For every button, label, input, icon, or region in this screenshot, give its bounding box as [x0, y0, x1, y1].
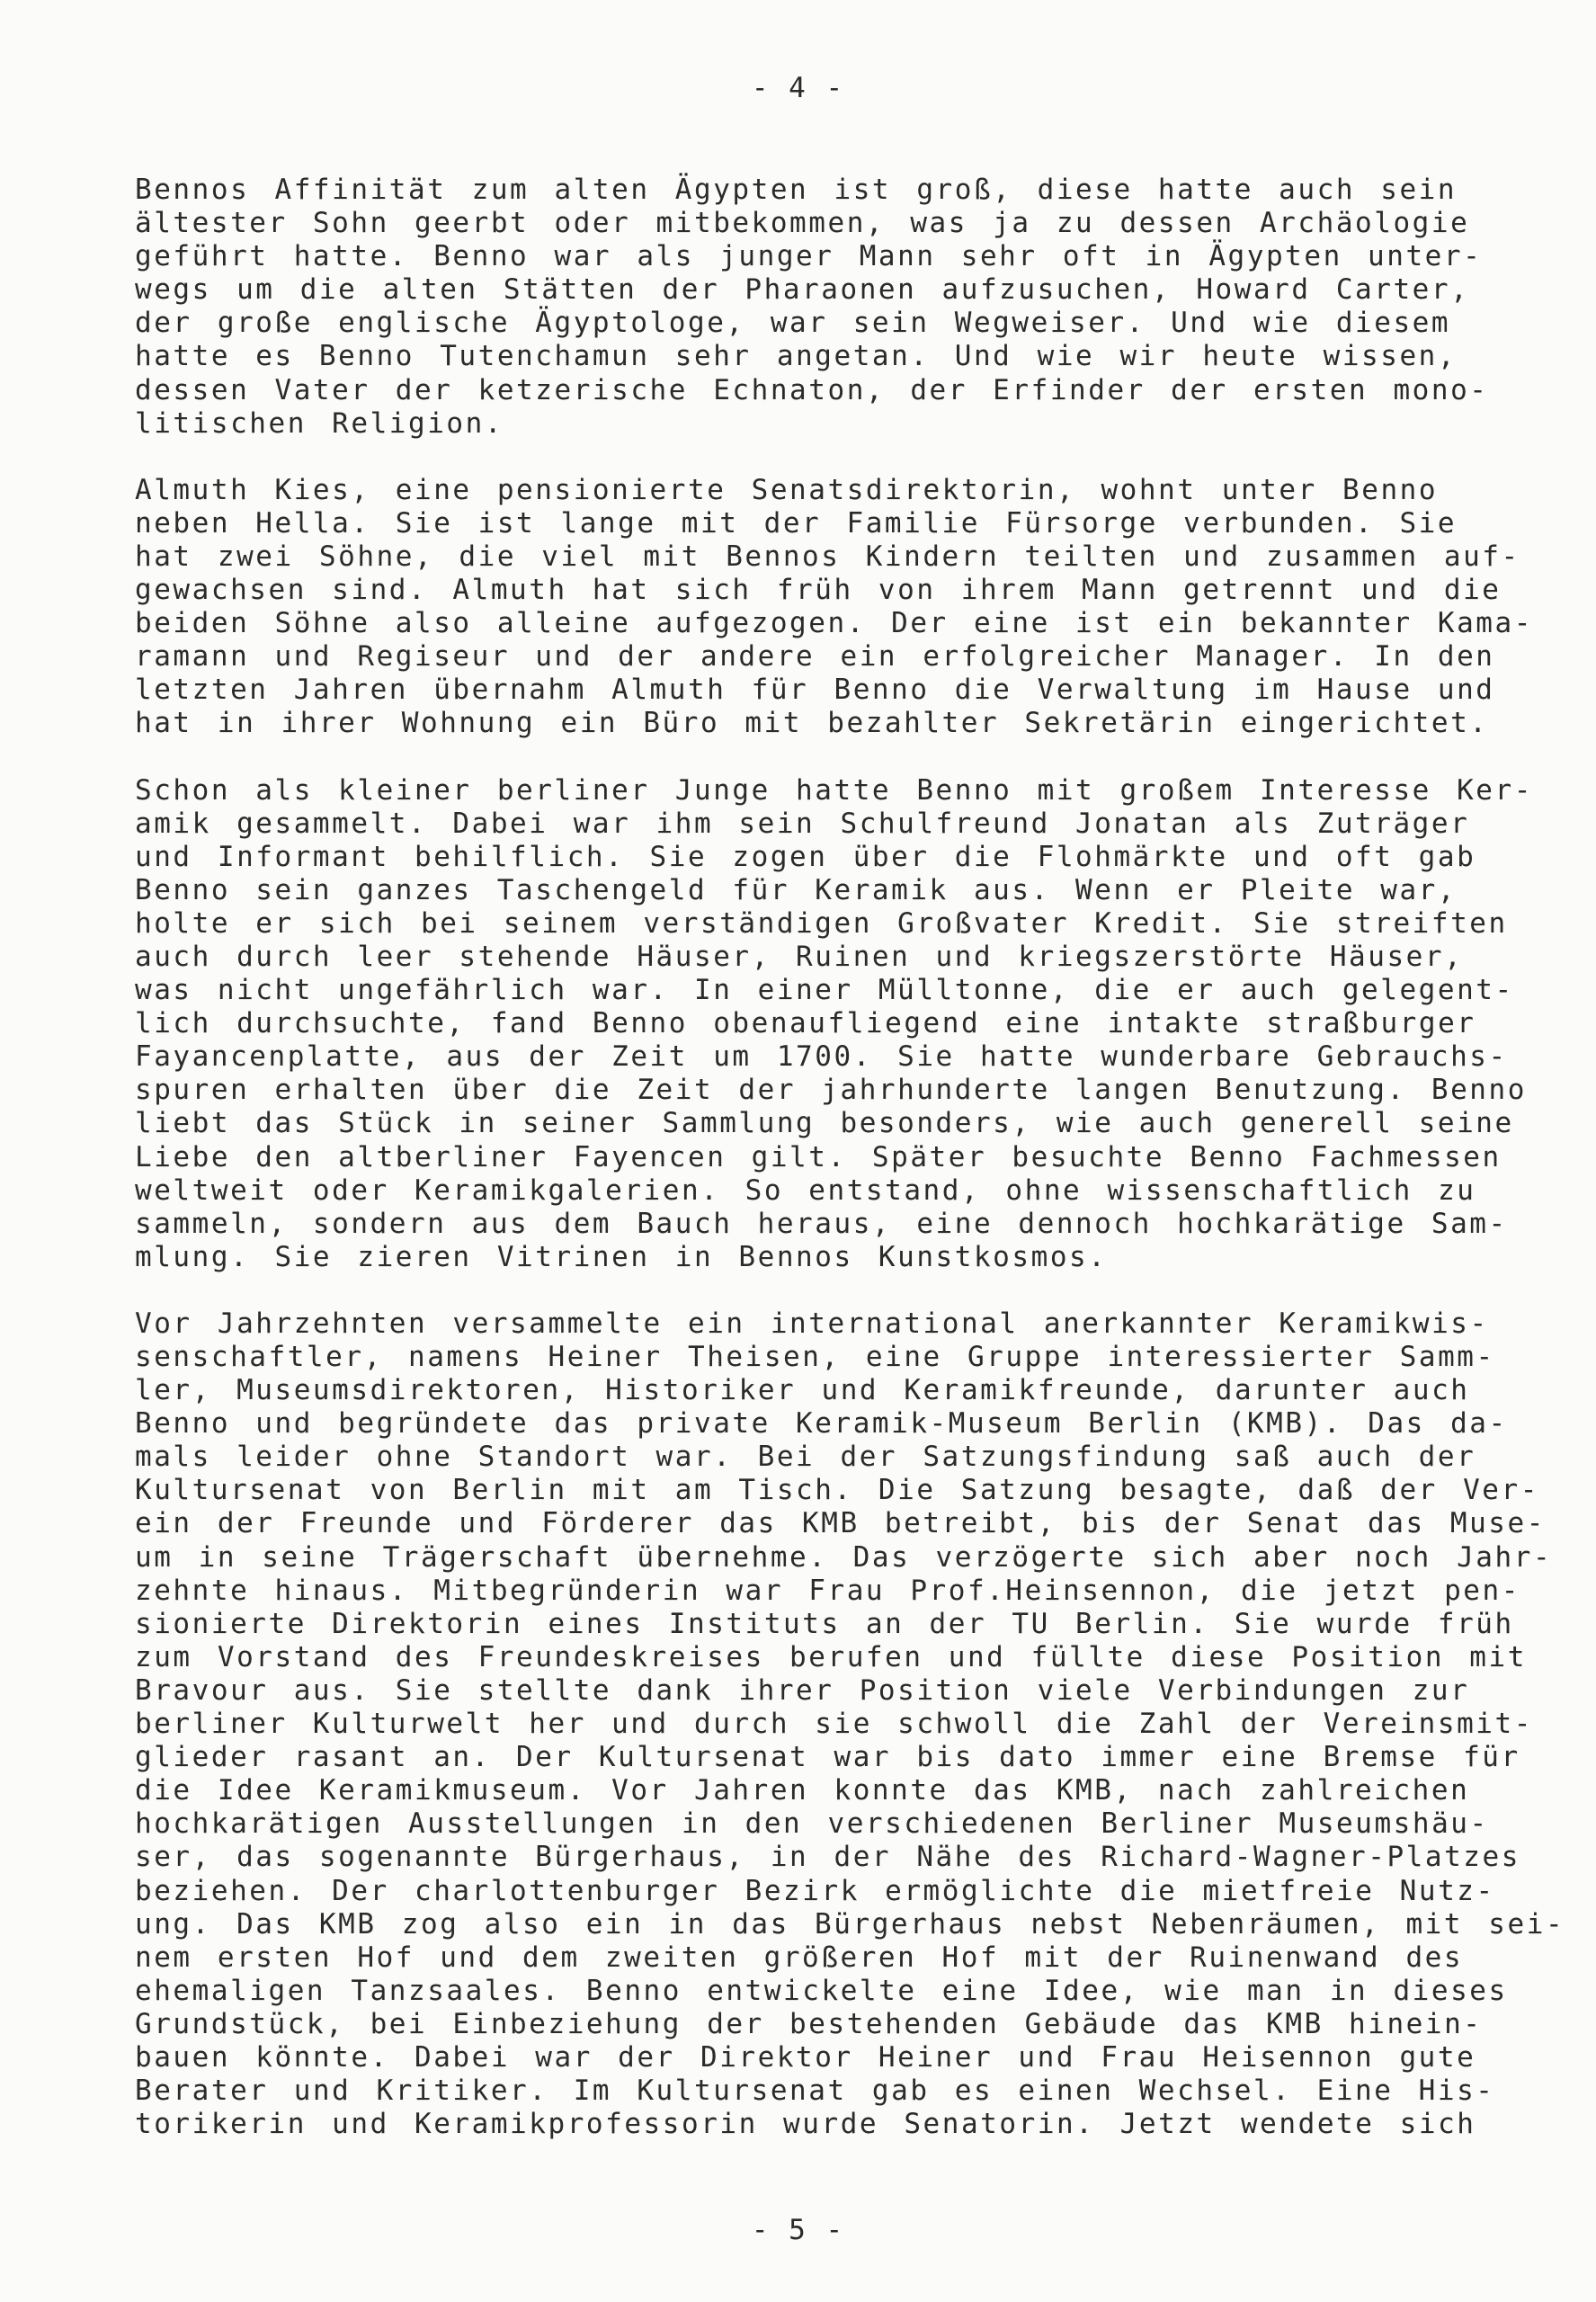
text-line: sionierte Direktorin eines Instituts an der TU Berlin. Sie wurde früh — [135, 1607, 1514, 1640]
text-line: Bravour aus. Sie stellte dank ihrer Position viele Verbindungen zur — [135, 1673, 1470, 1707]
text-line: mals leider ohne Standort war. Bei der Satzungsfindung saß auch der — [135, 1441, 1476, 1474]
text-line: lich durchsuchte, fand Benno obenaufliegend eine intakte straßburger — [135, 1007, 1476, 1040]
paragraph-almuth — [135, 474, 1556, 741]
paragraph-ceramics — [135, 774, 1556, 1274]
text-line: hat in ihrer Wohnung ein Büro mit bezahlter Sekretärin eingerichtet. — [135, 707, 1489, 740]
text-line: zehnte hinaus. Mitbegründerin war Frau Prof.Heinsennon, die jetzt pen- — [135, 1574, 1520, 1607]
text-line: geführt hatte. Benno war als junger Mann sehr oft in Ägypten unter- — [135, 240, 1483, 273]
text-line: liebt das Stück in seiner Sammlung besonders, wie auch generell seine — [135, 1107, 1514, 1140]
text-line: glieder rasant an. Der Kultursenat war bis dato immer eine Bremse für — [135, 1741, 1520, 1774]
text-line: und Informant behilflich. Sie zogen über die Flohmärkte und oft gab — [135, 840, 1476, 873]
text-line: ler, Museumsdirektoren, Historiker und Keramikfreunde, darunter auch — [135, 1374, 1470, 1407]
text-line: Liebe den altberliner Fayencen gilt. Später besuchte Benno Fachmessen — [135, 1140, 1502, 1173]
text-line: torikerin und Keramikprofessorin wurde Senatorin. Jetzt wendete sich — [135, 2108, 1476, 2141]
text-line: gewachsen sind. Almuth hat sich früh von ihrem Mann getrennt und die — [135, 574, 1502, 607]
next-page-marker: - 5 - — [751, 2214, 845, 2246]
text-line: beziehen. Der charlottenburger Bezirk ermöglichte die mietfreie Nutz- — [135, 1874, 1495, 1907]
text-line: hat zwei Söhne, die viel mit Bennos Kindern teilten und zusammen auf- — [135, 540, 1520, 573]
text-line: ramann und Regiseur und der andere ein erfolgreicher Manager. In den — [135, 640, 1495, 674]
text-line: berliner Kulturwelt her und durch sie schwoll die Zahl der Vereinsmit- — [135, 1708, 1533, 1741]
text-line: ein der Freunde und Förderer das KMB betreibt, bis der Senat das Muse- — [135, 1507, 1546, 1540]
text-line: nem ersten Hof und dem zweiten größeren Hof mit der Ruinenwand des — [135, 1941, 1464, 1974]
text-line: Benno und begründete das private Keramik-Museum Berlin (KMB). Das da- — [135, 1407, 1508, 1441]
text-line: beiden Söhne also alleine aufgezogen. Der eine ist ein bekannter Kama- — [135, 607, 1533, 640]
text-line: Schon als kleiner berliner Junge hatte Benno mit großem Interesse Ker- — [135, 773, 1533, 807]
text-line: litischen Religion. — [135, 406, 504, 440]
text-line: wegs um die alten Stätten der Pharaonen aufzusuchen, Howard Carter, — [135, 273, 1470, 307]
text-line: ser, das sogenannte Bürgerhaus, in der Nähe des Richard-Wagner-Platzes — [135, 1841, 1520, 1874]
text-line: Grundstück, bei Einbeziehung der bestehenden Gebäude das KMB hinein- — [135, 2007, 1483, 2040]
text-line: senschaftler, namens Heiner Theisen, eine Gruppe interessierter Samm- — [135, 1341, 1495, 1373]
text-line: um in seine Trägerschaft übernehme. Das verzögerte sich aber noch Jahr- — [135, 1540, 1553, 1574]
text-line: Kultursenat von Berlin mit am Tisch. Die Satzung besagte, daß der Ver- — [135, 1474, 1539, 1507]
text-line: Berater und Kritiker. Im Kultursenat gab es einen Wechsel. Eine His- — [135, 2074, 1495, 2108]
text-line: hatte es Benno Tutenchamun sehr angetan. Und wie wir heute wissen, — [135, 340, 1458, 373]
paragraph-egypt — [135, 174, 1556, 441]
text-line: der große englische Ägyptologe, war sein Wegweiser. Und wie diesem — [135, 307, 1451, 340]
text-line: dessen Vater der ketzerische Echnaton, der Erfinder der ersten mono- — [135, 373, 1489, 406]
text-line: weltweit oder Keramikgalerien. So entstand, ohne wissenschaftlich zu — [135, 1173, 1476, 1207]
text-line: hochkarätigen Ausstellungen in den verschiedenen Berliner Museumshäu- — [135, 1807, 1489, 1841]
text-line: ung. Das KMB zog also ein in das Bürgerhaus nebst Nebenräumen, mit sei- — [135, 1907, 1565, 1941]
paragraph-museum — [135, 1307, 1565, 2141]
text-line: zum Vorstand des Freundeskreises berufen und füllte diese Position mit — [135, 1640, 1527, 1673]
text-line: amik gesammelt. Dabei war ihm sein Schulfreund Jonatan als Zuträger — [135, 807, 1470, 840]
text-line: ehemaligen Tanzsaales. Benno entwickelte eine Idee, wie man in dieses — [135, 1974, 1508, 2007]
body-text — [135, 174, 1565, 2174]
text-line: spuren erhalten über die Zeit der jahrhunderte langen Benutzung. Benno — [135, 1074, 1527, 1107]
text-line: bauen könnte. Dabei war der Direktor Heiner und Frau Heisennon gute — [135, 2040, 1476, 2074]
text-line: Vor Jahrzehnten versammelte ein international anerkannter Keramikwis- — [135, 1307, 1489, 1340]
text-line: die Idee Keramikmuseum. Vor Jahren konnte das KMB, nach zahlreichen — [135, 1774, 1470, 1807]
text-line: ältester Sohn geerbt oder mitbekommen, was ja zu dessen Archäologie — [135, 207, 1470, 240]
page-number: - 4 - — [751, 72, 845, 104]
text-line: holte er sich bei seinem verständigen Großvater Kredit. Sie streiften — [135, 906, 1508, 940]
text-line: was nicht ungefährlich war. In einer Mülltonne, die er auch gelegent- — [135, 974, 1514, 1007]
text-line: Benno sein ganzes Taschengeld für Keramik aus. Wenn er Pleite war, — [135, 873, 1458, 906]
text-line: sammeln, sondern aus dem Bauch heraus, eine dennoch hochkarätige Sam- — [135, 1207, 1508, 1240]
text-line: Almuth Kies, eine pensionierte Senatsdirektorin, wohnt unter Benno — [135, 473, 1439, 506]
text-line: auch durch leer stehende Häuser, Ruinen und kriegszerstörte Häuser, — [135, 940, 1464, 973]
text-line: letzten Jahren übernahm Almuth für Benno die Verwaltung im Hause und — [135, 674, 1495, 707]
text-line: Bennos Affinität zum alten Ägypten ist groß, diese hatte auch sein — [135, 174, 1458, 206]
text-line: neben Hella. Sie ist lange mit der Familie Fürsorge verbunden. Sie — [135, 506, 1458, 540]
text-line: Fayancenplatte, aus der Zeit um 1700. Sie hatte wunderbare Gebrauchs- — [135, 1040, 1508, 1074]
text-line: mlung. Sie zieren Vitrinen in Bennos Kunstkosmos. — [135, 1240, 1108, 1273]
